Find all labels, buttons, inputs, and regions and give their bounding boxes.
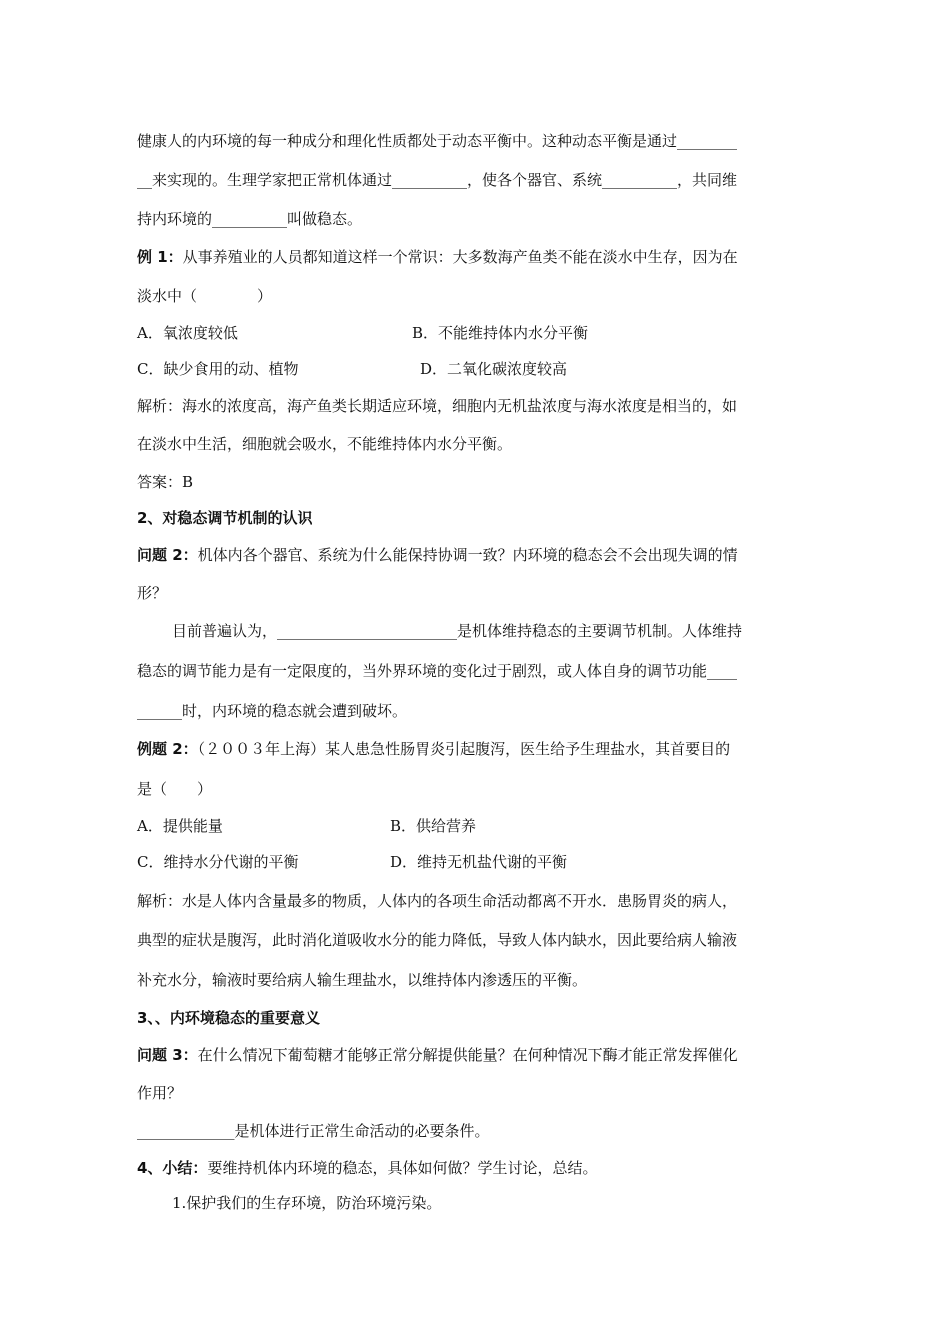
- problem2-line-1: [137, 545, 738, 565]
- example2-analysis-line-3: 补充水分，输液时要给病人输生理盐水，以维持体内渗透压的平衡。: [137, 971, 588, 989]
- example1-option-c: C．缺少食用的动、植物: [137, 360, 299, 378]
- example2-option-d: D．维持无机盐代谢的平衡: [390, 853, 568, 871]
- example1-option-a: A．氧浓度较低: [137, 324, 238, 342]
- mechanism-line-1: 目前普遍认为，________________________是机体维持稳态的主要调节机制。人体维持: [172, 622, 743, 640]
- summary-text: 要维持机体内环境的稳态，具体如何做？学生讨论，总结。: [207, 1159, 598, 1177]
- summary-line: [137, 1158, 597, 1178]
- mechanism-line-2: 稳态的调节能力是有一定限度的，当外界环境的变化过于剧烈，或人体自身的调节功能____: [137, 662, 738, 680]
- example2-option-c: C．维持水分代谢的平衡: [137, 853, 299, 871]
- example1-answer: 答案：B: [137, 473, 194, 491]
- section3-conclusion: _____________是机体进行正常生命活动的必要条件。: [137, 1122, 490, 1140]
- example2-label: 例题 2：: [137, 740, 198, 758]
- intro-line-1: 健康人的内环境的每一种成分和理化性质都处于动态平衡中。这种动态平衡是通过________: [137, 132, 738, 150]
- problem3-text: 在什么情况下葡萄糖才能够正常分解提供能量？在何种情况下酶才能正常发挥催化: [197, 1046, 738, 1064]
- example1-question-line-1: [137, 247, 738, 267]
- example1-analysis-line-2: 在淡水中生活，细胞就会吸水，不能维持体内水分平衡。: [137, 435, 513, 453]
- problem2-line-2: 形？: [137, 584, 168, 602]
- example1-label: 例 1：: [137, 248, 183, 266]
- example2-question-line-2: 是（ ）: [137, 780, 213, 798]
- problem2-label: 问题 2：: [137, 546, 198, 564]
- summary-label: 4、小结：: [137, 1159, 208, 1177]
- problem3-label: 问题 3：: [137, 1046, 198, 1064]
- mechanism-line-3: ______时，内环境的稳态就会遭到破坏。: [137, 702, 408, 720]
- example1-analysis-line-1: 解析：海水的浓度高，海产鱼类长期适应环境，细胞内无机盐浓度与海水浓度是相当的，如: [137, 397, 738, 415]
- example2-analysis-line-2: 典型的症状是腹泻，此时消化道吸收水分的能力降低，导致人体内缺水，因此要给病人输液: [137, 931, 738, 949]
- example2-question-line-1: [137, 739, 730, 759]
- problem3-line-1: [137, 1045, 738, 1065]
- section3-heading: 3、、内环境稳态的重要意义: [137, 1009, 320, 1027]
- example1-option-b: B．不能维持体内水分平衡: [412, 324, 589, 342]
- example2-question-text: （２００３年上海）某人患急性肠胃炎引起腹泻，医生给予生理盐水，其首要目的: [197, 740, 731, 758]
- example2-option-a: A．提供能量: [137, 817, 223, 835]
- summary-item-1: 1.保护我们的生存环境，防治环境污染。: [172, 1194, 442, 1212]
- example1-option-d: D．二氧化碳浓度较高: [420, 360, 568, 378]
- example2-analysis-line-1: 解析：水是人体内含量最多的物质，人体内的各项生命活动都离不开水．患肠胃炎的病人，: [137, 892, 738, 910]
- section2-heading: 2、对稳态调节机制的认识: [137, 509, 313, 527]
- example1-question-text: 从事养殖业的人员都知道这样一个常识：大多数海产鱼类不能在淡水中生存，因为在: [182, 248, 738, 266]
- example2-option-b: B．供给营养: [390, 817, 477, 835]
- example1-question-line-2: 淡水中（ ）: [137, 287, 273, 305]
- intro-line-3: 持内环境的__________叫做稳态。: [137, 210, 363, 228]
- intro-line-2: __来实现的。生理学家把正常机体通过__________，使各个器官、系统__________，共同维: [137, 171, 738, 189]
- problem3-line-2: 作用？: [137, 1084, 183, 1102]
- problem2-text: 机体内各个器官、系统为什么能保持协调一致？内环境的稳态会不会出现失调的情: [197, 546, 738, 564]
